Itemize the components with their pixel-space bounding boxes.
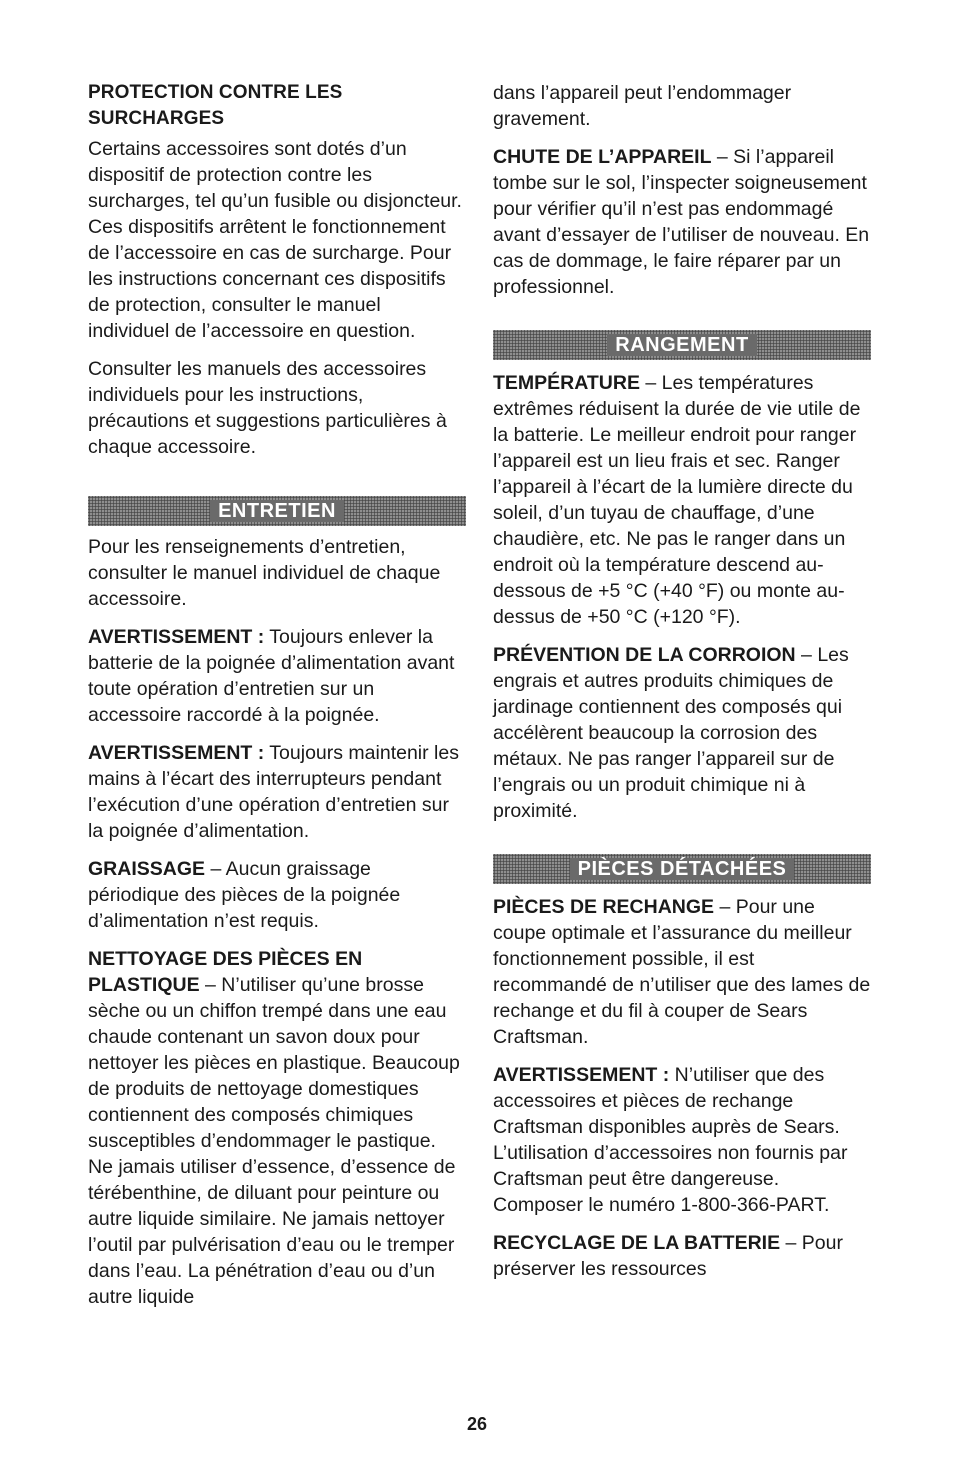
rangement-banner-label: RANGEMENT [607, 334, 756, 356]
entretien-paragraph: Pour les renseignements d’entretien, consulter le manuel individuel de chaque accessoire. [88, 536, 441, 610]
right-column [493, 80, 871, 1294]
rechange-paragraph [493, 894, 871, 1050]
rechange-label: PIÈCES DE RECHANGE [493, 896, 715, 918]
avertissement-1 [88, 624, 466, 728]
avertissement-2 [88, 740, 466, 844]
chute-paragraph [493, 144, 871, 300]
rangement-banner [493, 330, 871, 360]
avertissement-1-label: AVERTISSEMENT : [88, 626, 265, 648]
prevention-text: – Les engrais et autres produits chimiques de jardinage contiennent des composés qui accélèrent beaucoup la corrosion des métaux. Ne pas ranger l’appareil sur de l’engrais ou un produit chimique ni à proximité. [493, 644, 849, 822]
graissage-paragraph [88, 856, 466, 934]
surcharge-paragraph-1: Certains accessoires sont dotés d’un dispositif de protection contre les surcharges, tel qu’un fusible ou disjoncteur. Ces dispositifs arrêtent le fonctionnement de l’accessoire en cas de surcharge. Pour les instructions concernant ces dispositifs de protection, consulter le manuel individuel de l’accessoire en question. [88, 138, 462, 342]
avertissement-3-text: N’utiliser que des accessoires et pièces de rechange Craftsman disponibles auprès de Sears. L’utilisation d’accessoires non fournis par Craftsman peut être dangereuse. Composer le numéro 1-800-366-PART. [493, 1064, 848, 1216]
temperature-paragraph [493, 370, 871, 630]
recyclage-paragraph [493, 1230, 871, 1282]
temperature-label: TEMPÉRATURE [493, 372, 640, 394]
nettoyage-text: – N’utiliser qu’une brosse sèche ou un chiffon trempé dans une eau chaude contenant un savon doux pour nettoyer les pièces en plastique. Beaucoup de produits de nettoyage domestiques contiennent des composés chimiques susceptibles d’endommager le pastique. Ne jamais utiliser d’essence, d’essence de térébenthine, de diluant pour peinture ou autre liquide similaire. Ne jamais nettoyer l’outil par pulvérisation d’eau ou le tremper dans l’eau. La pénétration d’eau ou d’un autre liquide [88, 974, 460, 1308]
avertissement-2-label: AVERTISSEMENT : [88, 742, 265, 764]
left-column [88, 80, 466, 1322]
nettoyage-paragraph [88, 946, 466, 1310]
surcharge-heading: PROTECTION CONTRE LES SURCHARGES [88, 82, 343, 129]
avertissement-3-label: AVERTISSEMENT : [493, 1064, 670, 1086]
avertissement-1-text: Toujours enlever la batterie de la poignée d’alimentation avant toute opération d’entretien sur un accessoire raccordé à la poignée. [88, 626, 455, 726]
graissage-text: – Aucun graissage périodique des pièces de la poignée d’alimentation n’est requis. [88, 858, 401, 932]
pieces-banner [493, 854, 871, 884]
prevention-paragraph [493, 642, 871, 824]
avertissement-2-text: Toujours maintenir les mains à l’écart des interrupteurs pendant l’exécution d’une opération d’entretien sur la poignée d’alimentation. [88, 742, 459, 842]
temperature-text: – Les températures extrêmes réduisent la durée de vie utile de la batterie. Le meilleur endroit pour ranger l’appareil est un lieu frais et sec. Ranger l’appareil à l’écart de la lumière directe du soleil, d’un tuyau de chauffage, d’une chaudière, etc. Ne pas le ranger dans un endroit où la température descend au-dessous de +5 °C (+40 °F) ou monte au-dessus de +50 °C (+120 °F). [493, 372, 861, 628]
recyclage-label: RECYCLAGE DE LA BATTERIE [493, 1232, 781, 1254]
page-number: 26 [466, 1414, 488, 1434]
recyclage-text: – Pour préserver les ressources [493, 1232, 843, 1280]
chute-label: CHUTE DE L’APPAREIL [493, 146, 712, 168]
pieces-banner-label: PIÈCES DÉTACHÉES [570, 858, 795, 880]
continuation-paragraph: dans l’appareil peut l’endommager gravement. [493, 82, 792, 130]
rechange-text: – Pour une coupe optimale et l’assurance du meilleur fonctionnement possible, il est recommandé de n’utiliser que des lames de rechange et du fil à couper de Sears Craftsman. [493, 896, 871, 1048]
prevention-label: PRÉVENTION DE LA CORROION [493, 644, 796, 666]
nettoyage-label: NETTOYAGE DES PIÈCES EN PLASTIQUE [88, 948, 363, 996]
entretien-banner-label: ENTRETIEN [210, 500, 344, 522]
chute-text: – Si l’appareil tombe sur le sol, l’inspecter soigneusement pour vérifier qu’il n’est pas endommagé avant d’essayer de l’utiliser de nouveau. En cas de dommage, le faire réparer par un professionnel. [493, 146, 870, 298]
entretien-banner [88, 496, 466, 526]
avertissement-3 [493, 1062, 871, 1218]
graissage-label: GRAISSAGE [88, 858, 206, 880]
surcharge-paragraph-2: Consulter les manuels des accessoires individuels pour les instructions, précautions et suggestions particulières à chaque accessoire. [88, 358, 447, 458]
